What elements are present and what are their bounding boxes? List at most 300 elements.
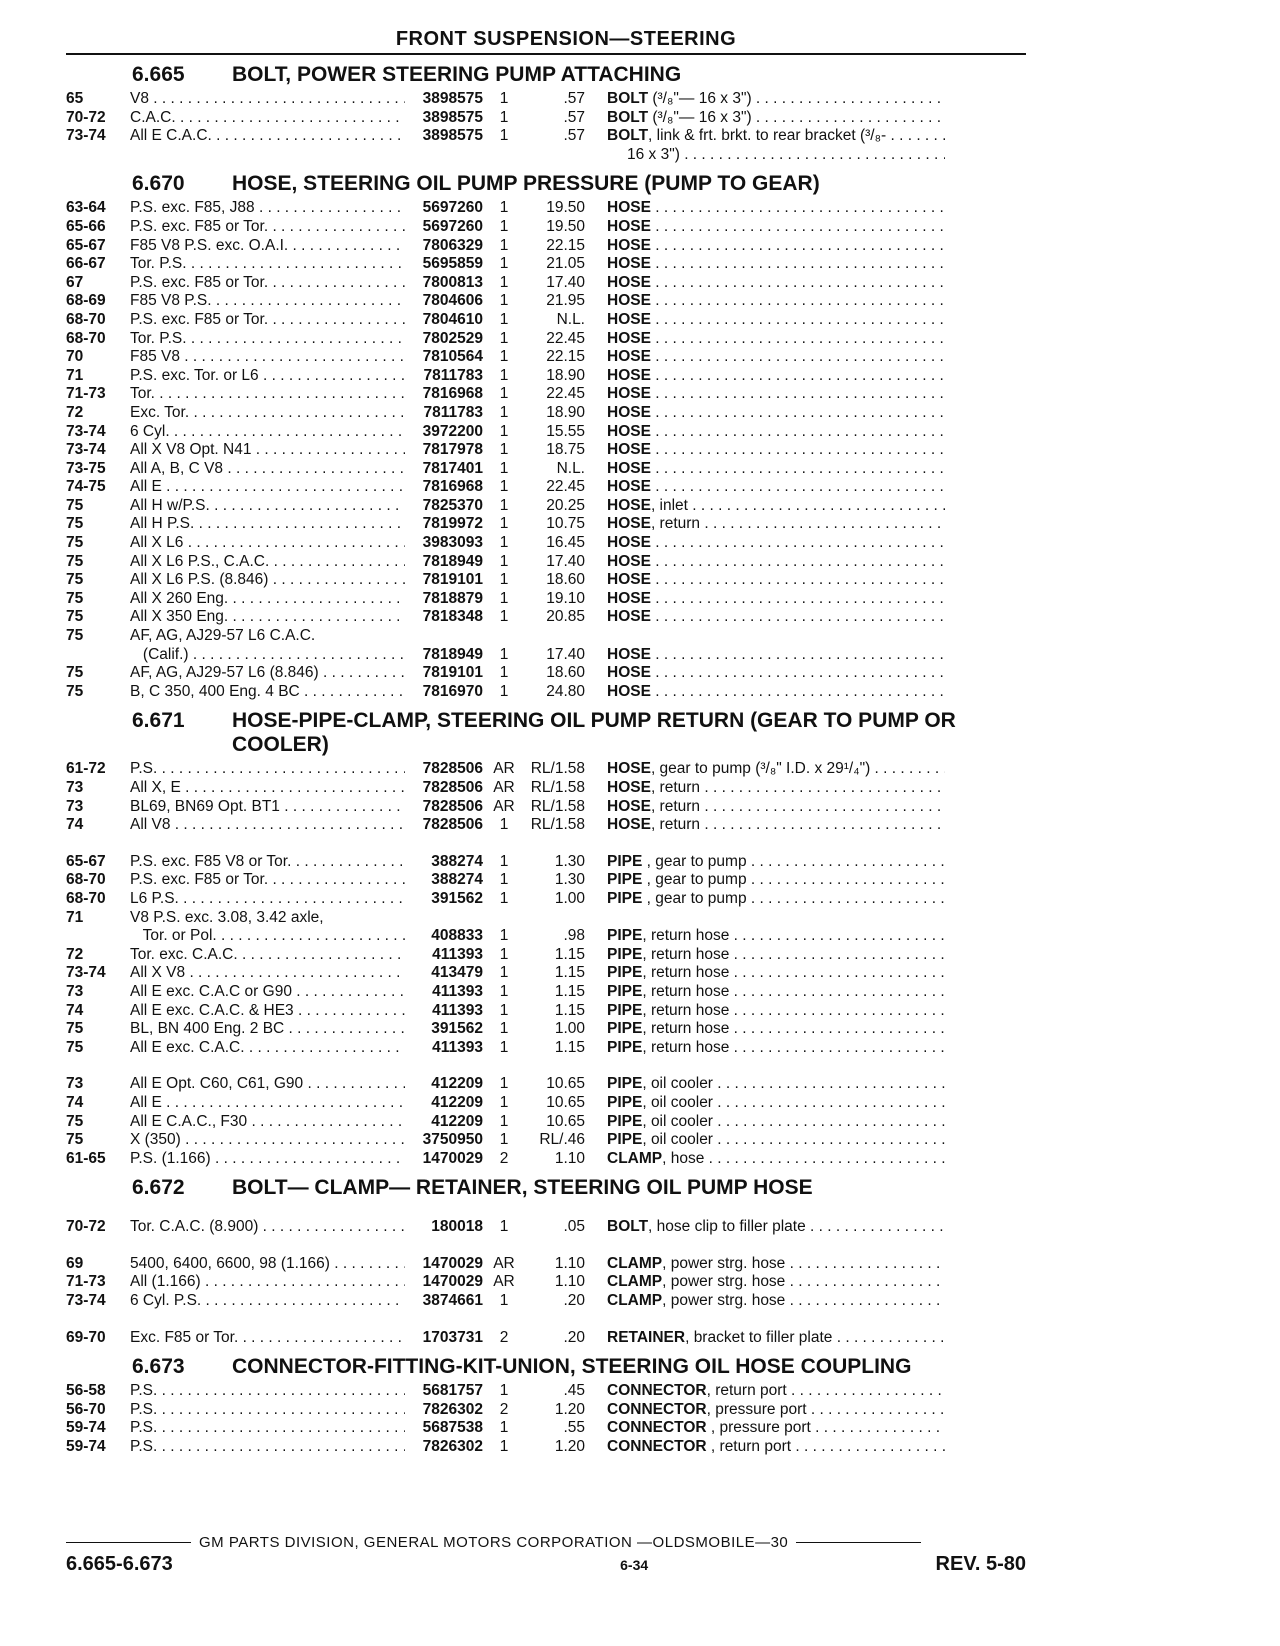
application: All E [130,1093,162,1111]
quantity: 1 [499,459,509,477]
price: 18.60 [546,664,585,682]
parts-row [66,1382,1026,1401]
part-name: PIPE [607,1001,643,1019]
part-number: 3750950 [422,1131,483,1149]
parts-row [66,1150,1026,1169]
sections-container [66,63,1026,1457]
price: 18.75 [546,441,585,459]
parts-row [66,927,1026,946]
parts-row [66,497,1026,516]
part-number: 1470029 [422,1254,483,1272]
page-footer [66,1534,1026,1576]
application: BL, BN 400 Eng. 2 BC [130,1020,285,1038]
model-years: 75 [66,608,84,626]
part-description: , return hose [642,982,730,1000]
price: 18.60 [546,571,585,589]
quantity: 1 [499,273,509,291]
parts-row [66,627,1026,646]
application: 6 Cyl. P.S. [130,1292,202,1310]
application: V8 [130,90,149,107]
parts-row [66,348,1026,367]
price: 1.15 [554,964,585,982]
model-years: 69-70 [66,1328,106,1346]
part-number: 3874661 [422,1292,483,1310]
quantity: 1 [499,1093,509,1111]
application: F85 V8 P.S. [130,292,212,310]
part-name: PIPE [607,927,643,945]
application: All E C.A.C. [130,127,212,145]
application: All X 260 Eng. [130,589,229,607]
price: .20 [563,1328,585,1346]
part-number: 412209 [431,1075,483,1093]
part-description: , oil cooler [642,1093,713,1111]
part-name: HOSE [607,236,651,254]
parts-row [66,553,1026,572]
quantity: 1 [499,108,509,126]
application: All E [130,478,162,496]
part-name: PIPE [607,982,643,1000]
part-number: 5697260 [422,199,483,217]
section-number: 6.672 [132,1176,185,1200]
model-years: 73-75 [66,459,106,477]
part-name: PIPE [607,852,643,870]
parts-row [66,964,1026,983]
footer-division: GM PARTS DIVISION, GENERAL MOTORS CORPORATION —OLDSMOBILE—30 [199,1534,789,1551]
model-years: 73 [66,1075,84,1093]
model-years: 75 [66,682,84,700]
section-title: HOSE, STEERING OIL PUMP PRESSURE (PUMP TO GEAR) [232,172,820,196]
part-number: 7828506 [422,760,483,778]
price: 1.10 [554,1254,585,1272]
quantity: 1 [499,534,509,552]
model-years: 73-74 [66,127,106,145]
part-description: , return [650,779,701,796]
part-name: HOSE [607,552,651,570]
quantity: 1 [499,496,509,514]
parts-row [66,218,1026,237]
footer-section-range: 6.665-6.673 [66,1553,173,1575]
part-name: HOSE [607,664,651,682]
parts-row [66,515,1026,534]
part-description: , gear to pump (³/₈" I.D. x 29¹/₄") [650,760,871,778]
application: P.S. exc. F85 V8 or Tor. [130,852,292,870]
part-description: , bracket to filler plate [685,1328,833,1346]
quantity: 1 [499,1131,509,1149]
model-years: 59-74 [66,1419,106,1437]
price: 19.50 [546,199,585,217]
part-number: 391562 [431,889,483,907]
part-name: HOSE [607,310,651,328]
quantity: 1 [499,366,509,384]
price: 10.75 [546,515,585,533]
model-years: 71 [66,908,84,926]
section-title: BOLT, POWER STEERING PUMP ATTACHING [232,63,682,86]
part-name: BOLT [607,108,649,126]
parts-row [66,1113,1026,1132]
model-years: 75 [66,571,84,589]
parts-row [66,274,1026,293]
part-name: HOSE [607,348,651,366]
model-years: 75 [66,589,84,607]
parts-row [66,127,1026,146]
parts-row [66,199,1026,218]
model-years: 75 [66,496,84,514]
application: B, C 350, 400 Eng. 4 BC [130,682,300,700]
application: P.S. exc. F85 or Tor. [130,273,269,291]
part-name: HOSE [607,255,651,273]
part-number: 7800813 [422,273,483,291]
part-name: HOSE [607,441,651,459]
footer-page-number: 6-34 [620,1557,649,1573]
part-number: 7826302 [422,1400,483,1418]
quantity: 1 [499,982,509,1000]
application: P.S. [130,1382,158,1400]
quantity: 1 [499,403,509,421]
price: 1.30 [554,852,585,870]
part-number: 7825370 [422,496,483,514]
part-number: 412209 [431,1112,483,1130]
part-description: , return [650,515,701,533]
model-years: 68-70 [66,329,106,347]
application: P.S. (1.166) [130,1149,211,1167]
part-name: HOSE [607,478,651,496]
application: All E C.A.C., F30 [130,1112,248,1130]
price: 17.40 [546,273,585,291]
section-title: HOSE-PIPE-CLAMP, STEERING OIL PUMP RETURN (GEAR TO PUMP OR COOLER) [232,709,956,757]
price: 18.90 [546,366,585,384]
part-name: PIPE [607,945,643,963]
parts-row [66,330,1026,349]
quantity: 1 [499,608,509,626]
part-name: CONNECTOR [607,1438,707,1456]
application: P.S. [130,1438,158,1456]
application: AF, AG, AJ29-57 L6 (8.846) [130,664,319,682]
section-number: 6.673 [132,1355,185,1379]
application: P.S. exc. F85 or Tor. [130,217,269,235]
part-number: 3898575 [422,90,483,107]
part-number: 7804610 [422,310,483,328]
application: Tor. P.S. [130,329,187,347]
price: 21.95 [546,292,585,310]
price: 22.15 [546,236,585,254]
price: 1.20 [554,1400,585,1418]
quantity: 1 [499,310,509,328]
price: 1.15 [554,1001,585,1019]
part-name: PIPE [607,964,643,982]
parts-row [66,423,1026,442]
parts-row [66,367,1026,386]
quantity: 1 [499,682,509,700]
section-header [66,1176,1026,1200]
model-years: 70 [66,348,84,366]
part-name: RETAINER [607,1328,686,1346]
part-description: , link & frt. brkt. to rear bracket (³/₈- [648,127,887,145]
application: Tor. [130,385,155,403]
price: 1.00 [554,889,585,907]
part-name: CLAMP [607,1149,663,1167]
model-years: 68-69 [66,292,106,310]
application: All A, B, C V8 [130,459,224,477]
part-name: CLAMP [607,1254,663,1272]
price: 16.45 [546,534,585,552]
application: All (1.166) [130,1273,201,1291]
part-name: CLAMP [607,1292,663,1310]
model-years: 73-74 [66,441,106,459]
quantity: 2 [499,1400,509,1418]
part-number: 7804606 [422,292,483,310]
application: P.S. exc. Tor. or L6 [130,366,259,384]
application: All X V8 [130,964,186,982]
part-number: 7828506 [422,797,483,815]
part-number: 7818879 [422,589,483,607]
parts-row [66,1075,1026,1094]
model-years: 75 [66,664,84,682]
part-number: 7818949 [422,645,483,663]
model-years: 74 [66,1001,84,1019]
parts-row [66,292,1026,311]
parts-row [66,909,1026,928]
parts-row [66,1292,1026,1311]
price: RL/1.58 [530,816,585,834]
parts-row [66,1218,1026,1237]
part-number: 388274 [431,852,483,870]
model-years: 71-73 [66,1273,106,1291]
part-name: BOLT [607,90,649,107]
price: 24.80 [546,682,585,700]
application: All H P.S. [130,515,195,533]
model-years: 68-70 [66,871,106,889]
part-name: HOSE [607,403,651,421]
parts-row [66,255,1026,274]
parts-row [66,460,1026,479]
parts-row [66,608,1026,627]
quantity: 1 [499,422,509,440]
model-years: 65-67 [66,852,106,870]
part-name: PIPE [607,1020,643,1038]
parts-row [66,311,1026,330]
part-name: BOLT [607,1218,649,1236]
model-years: 74 [66,816,84,834]
part-number: 411393 [432,945,483,963]
part-name: CONNECTOR [607,1419,707,1437]
part-name: PIPE [607,1131,643,1149]
quantity: 1 [499,329,509,347]
part-number: 5681757 [422,1382,483,1400]
quantity: 1 [499,927,509,945]
quantity: 2 [499,1328,509,1346]
quantity: 1 [499,945,509,963]
part-name: HOSE [607,797,651,815]
part-number: 3972200 [422,422,483,440]
price: 22.15 [546,348,585,366]
application: P.S. exc. F85, J88 [130,199,255,217]
model-years: 67 [66,273,84,291]
quantity: 1 [499,1382,509,1400]
quantity: 1 [499,127,509,145]
parts-row [66,1002,1026,1021]
price: 1.15 [554,1038,585,1056]
application: V8 P.S. exc. 3.08, 3.42 axle, [130,908,324,926]
model-years: 73 [66,797,84,815]
model-years: 70-72 [66,108,106,126]
part-number: 391562 [431,1020,483,1038]
part-description: (³/₈"— 16 x 3") [648,90,752,107]
quantity: 1 [499,645,509,663]
part-name: HOSE [607,422,651,440]
price: RL/1.58 [530,797,585,815]
application: Tor. P.S. [130,255,187,273]
part-number: 7819101 [422,664,483,682]
model-years: 73 [66,779,84,796]
part-description: , oil cooler [642,1131,713,1149]
quantity: 1 [499,255,509,273]
application: X (350) [130,1131,181,1149]
price: .57 [563,127,585,145]
price: .57 [563,90,585,107]
part-number: 388274 [431,871,483,889]
model-years: 70-72 [66,1218,106,1236]
section-number: 6.670 [132,172,185,196]
model-years: 68-70 [66,889,106,907]
section-number: 6.671 [132,709,185,733]
price: 10.65 [546,1075,585,1093]
quantity: 1 [499,589,509,607]
parts-row [66,946,1026,965]
parts-row [66,683,1026,702]
section-header [66,709,1026,757]
price: 1.30 [554,871,585,889]
application: AF, AG, AJ29-57 L6 C.A.C. [130,627,316,645]
footer-revision: REV. 5-80 [935,1553,1026,1575]
part-name: HOSE [607,515,651,533]
model-years: 61-65 [66,1149,106,1167]
model-years: 75 [66,534,84,552]
part-description: , gear to pump [642,889,747,907]
header-rule [66,53,1026,55]
page-header-title: FRONT SUSPENSION—STEERING [395,28,737,50]
quantity: AR [493,760,515,778]
model-years: 75 [66,1020,84,1038]
part-description: , gear to pump [642,852,747,870]
part-name: HOSE [607,199,651,217]
part-number: 7826302 [422,1438,483,1456]
price: 1.20 [554,1438,585,1456]
application: C.A.C. [130,108,176,126]
quantity: 1 [499,889,509,907]
application: All H w/P.S. [130,496,210,514]
part-name: HOSE [607,816,651,834]
part-description: , inlet [650,496,688,514]
part-name: HOSE [607,217,651,235]
part-number: 7819101 [422,571,483,589]
quantity: 1 [499,1112,509,1130]
part-description: , return [650,797,701,815]
part-description: , hose [662,1149,705,1167]
price: 17.40 [546,645,585,663]
application: Exc. F85 or Tor. [130,1328,239,1346]
part-number: 1470029 [422,1149,483,1167]
part-number: 3898575 [422,108,483,126]
application: Tor. or Pol. [130,927,217,945]
price: RL/.46 [539,1131,585,1149]
quantity: 1 [499,348,509,366]
model-years: 69 [66,1254,84,1272]
part-number: 412209 [431,1093,483,1111]
price: 1.15 [554,945,585,963]
part-name: PIPE [607,1093,643,1111]
part-number: 413479 [431,964,483,982]
part-name: HOSE [607,292,651,310]
part-name: CLAMP [607,1273,663,1291]
parts-row [66,385,1026,404]
part-name: PIPE [607,1038,643,1056]
part-number: 7816968 [422,478,483,496]
part-number: 7828506 [422,779,483,796]
quantity: 1 [499,292,509,310]
model-years: 75 [66,1112,84,1130]
part-description: , power strg. hose [662,1254,786,1272]
part-number: 7816970 [422,682,483,700]
application: All E exc. C.A.C or G90 [130,982,292,1000]
part-number: 411393 [432,1001,483,1019]
price: 15.55 [546,422,585,440]
price: .45 [563,1382,585,1400]
parts-row [66,798,1026,817]
part-name: HOSE [607,366,651,384]
parts-row [66,441,1026,460]
quantity: AR [493,797,515,815]
part-name: PIPE [607,1112,643,1130]
price: .98 [563,927,585,945]
price: 1.00 [554,1020,585,1038]
part-number: 5697260 [422,217,483,235]
part-name: HOSE [607,273,651,291]
price: .05 [563,1218,585,1236]
parts-row [66,571,1026,590]
price: N.L. [556,310,585,328]
price: 18.90 [546,403,585,421]
quantity: 1 [499,1218,509,1236]
model-years: 74-75 [66,478,106,496]
part-description: , oil cooler [642,1112,713,1130]
part-name: HOSE [607,682,651,700]
part-name: HOSE [607,329,651,347]
parts-row [66,237,1026,256]
price: 22.45 [546,385,585,403]
model-years: 73-74 [66,422,106,440]
parts-row [66,1131,1026,1150]
part-name: HOSE [607,760,651,778]
part-description: , power strg. hose [662,1292,786,1310]
description-continued: 16 x 3") [627,145,680,163]
model-years: 75 [66,515,84,533]
model-years: 68-70 [66,310,106,328]
parts-row [66,146,1026,165]
application: All X, E [130,779,181,796]
parts-row [66,760,1026,779]
price: 19.50 [546,217,585,235]
section-header [66,1355,1026,1379]
model-years: 66-67 [66,255,106,273]
parts-row [66,983,1026,1002]
model-years: 73-74 [66,1292,106,1310]
application: All X 350 Eng. [130,608,229,626]
parts-row [66,1255,1026,1274]
parts-row [66,1039,1026,1058]
part-description: , hose clip to filler plate [648,1218,806,1236]
part-name: HOSE [607,571,651,589]
price: .20 [563,1292,585,1310]
